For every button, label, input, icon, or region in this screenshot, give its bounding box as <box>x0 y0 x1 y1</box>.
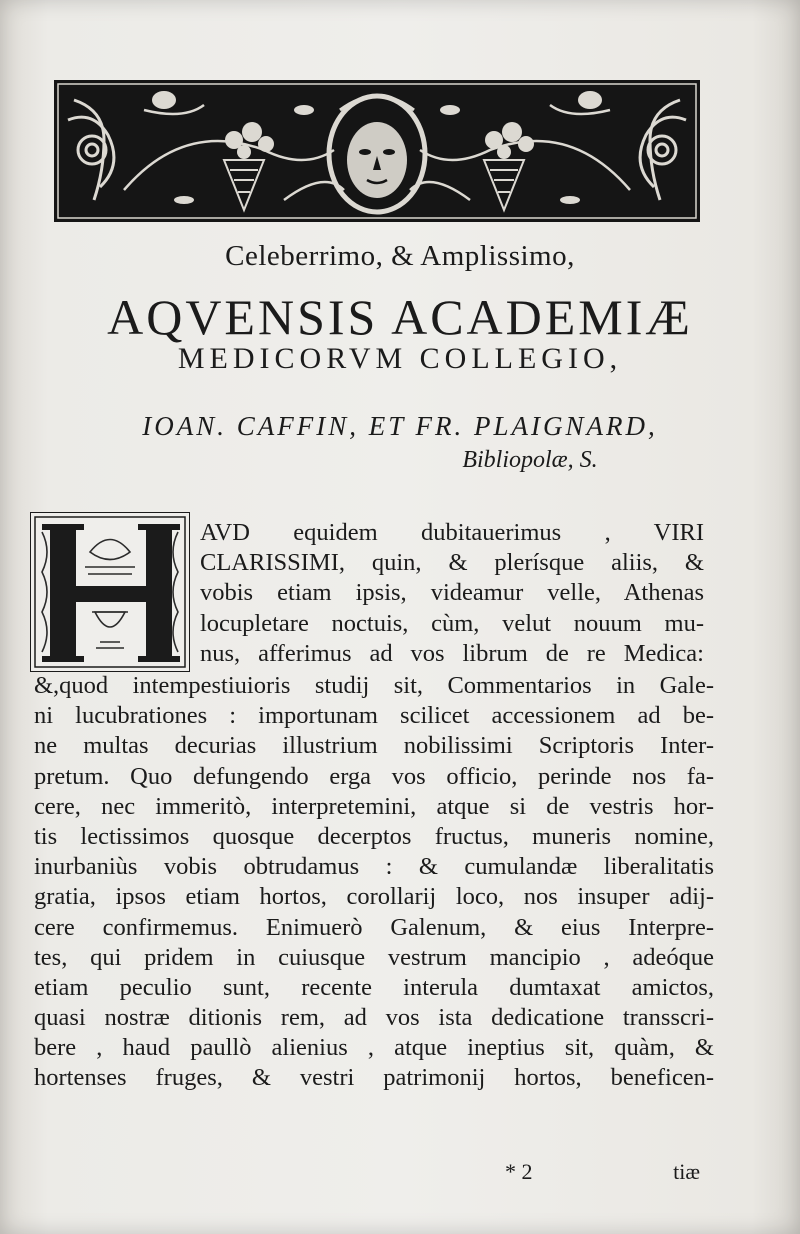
body-line: tis lectissimos quosque decerptos fructus, muneris nomine, <box>34 822 714 850</box>
body-line: quasi nostræ ditionis rem, ad vos ista dedicatione transscri- <box>34 1004 714 1032</box>
body-line: hortenses fruges, & vestri patrimonij hortos, beneficen- <box>34 1064 714 1092</box>
body-line: &,quod intempestiuioris studij sit, Commentarios in Gale- <box>34 672 714 699</box>
body-line: ni lucubrationes : importunam scilicet accessionem ad be- <box>34 702 714 730</box>
body-full-block <box>34 671 714 1094</box>
body-line: pretum. Quo defungendo erga vos officio, perinde nos fa- <box>34 762 714 790</box>
body-line: ne multas decurias illustrium nobilissimi Scriptoris Inter- <box>34 732 714 760</box>
ornamental-headpiece <box>54 80 700 222</box>
page-footer <box>0 1159 800 1193</box>
body-line: locupletare noctuis, cùm, velut nouum mu- <box>200 609 704 637</box>
decorated-initial-h <box>30 512 190 672</box>
body-line: nus, afferimus ad vos librum de re Medica: <box>200 639 704 667</box>
body-line: AVD equidem dubitauerimus , VIRI <box>200 519 704 546</box>
body-line: gratia, ipsos etiam hortos, corollarij loco, nos insuper adij- <box>34 883 714 911</box>
college-title: MEDICORVM COLLEGIO, <box>177 342 623 375</box>
catchword: tiæ <box>673 1159 700 1184</box>
body-line: vobis etiam ipsis, videamur velle, Athenas <box>200 579 704 607</box>
academy-title: AQVENSIS ACADEMIÆ <box>107 289 693 345</box>
body-line: cere, nec immeritò, interpretemini, atque si de vestris hor- <box>34 792 714 820</box>
body-line: tes, qui pridem in cuiusque vestrum mancipio , adeóque <box>34 943 714 971</box>
body-line: CLARISSIMI, quin, & plerísque aliis, & <box>200 549 704 577</box>
body-line: etiam peculio sunt, recente interula dumtaxat amictos, <box>34 973 714 1001</box>
body-line: bere , haud paullò alienius , atque ineptius sit, quàm, & <box>34 1034 714 1062</box>
body-line: cere confirmemus. Enimuerò Galenum, & eius Interpre- <box>34 913 714 941</box>
publishers-line: IOAN. CAFFIN, ET FR. PLAIGNARD, <box>142 411 658 441</box>
signature-mark: * 2 <box>505 1159 533 1184</box>
bibliopolae-line: Bibliopolæ, S. <box>462 447 598 473</box>
dedication-line: Celeberrimo, & Amplissimo, <box>225 240 575 272</box>
body-indented-block <box>200 518 704 669</box>
body-line: inurbaniùs vobis obtrudamus : & cumulandæ liberalitatis <box>34 853 714 881</box>
